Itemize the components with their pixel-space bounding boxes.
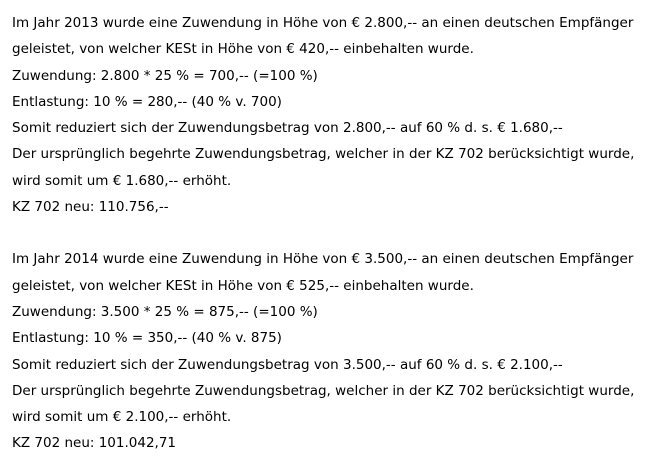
section-2014 xyxy=(12,246,651,456)
text-line: Zuwendung: 3.500 * 25 % = 875,-- (=100 %) xyxy=(12,303,318,320)
text-line: geleistet, von welcher KESt in Höhe von € 525,-- einbehalten wurde. xyxy=(12,277,474,294)
text-line: wird somit um € 1.680,-- erhöht. xyxy=(12,172,232,189)
text-line: Der ursprünglich begehrte Zuwendungsbetrag, welcher in der KZ 702 berücksichtigt wurde, xyxy=(12,146,635,163)
text-line: Zuwendung: 2.800 * 25 % = 700,-- (=100 %) xyxy=(12,67,318,84)
text-line: KZ 702 neu: 101.042,71 xyxy=(12,435,177,452)
text-line: Entlastung: 10 % = 280,-- (40 % v. 700) xyxy=(12,93,282,110)
text-line: Somit reduziert sich der Zuwendungsbetrag von 2.800,-- auf 60 % d. s. € 1.680,-- xyxy=(12,120,563,137)
text-line: geleistet, von welcher KESt in Höhe von € 420,-- einbehalten wurde. xyxy=(12,41,474,58)
section-2013 xyxy=(12,10,651,220)
text-line: Im Jahr 2014 wurde eine Zuwendung in Höhe von € 3.500,-- an einen deutschen Empfänger xyxy=(12,251,634,268)
text-line: wird somit um € 2.100,-- erhöht. xyxy=(12,409,232,426)
text-line: KZ 702 neu: 110.756,-- xyxy=(12,199,169,216)
text-line: Im Jahr 2013 wurde eine Zuwendung in Höhe von € 2.800,-- an einen deutschen Empfänger xyxy=(12,15,634,31)
text-line: Somit reduziert sich der Zuwendungsbetrag von 3.500,-- auf 60 % d. s. € 2.100,-- xyxy=(12,356,563,373)
text-line: Der ursprünglich begehrte Zuwendungsbetrag, welcher in der KZ 702 berücksichtigt wurde, xyxy=(12,382,635,399)
text-line: Entlastung: 10 % = 350,-- (40 % v. 875) xyxy=(12,330,282,347)
